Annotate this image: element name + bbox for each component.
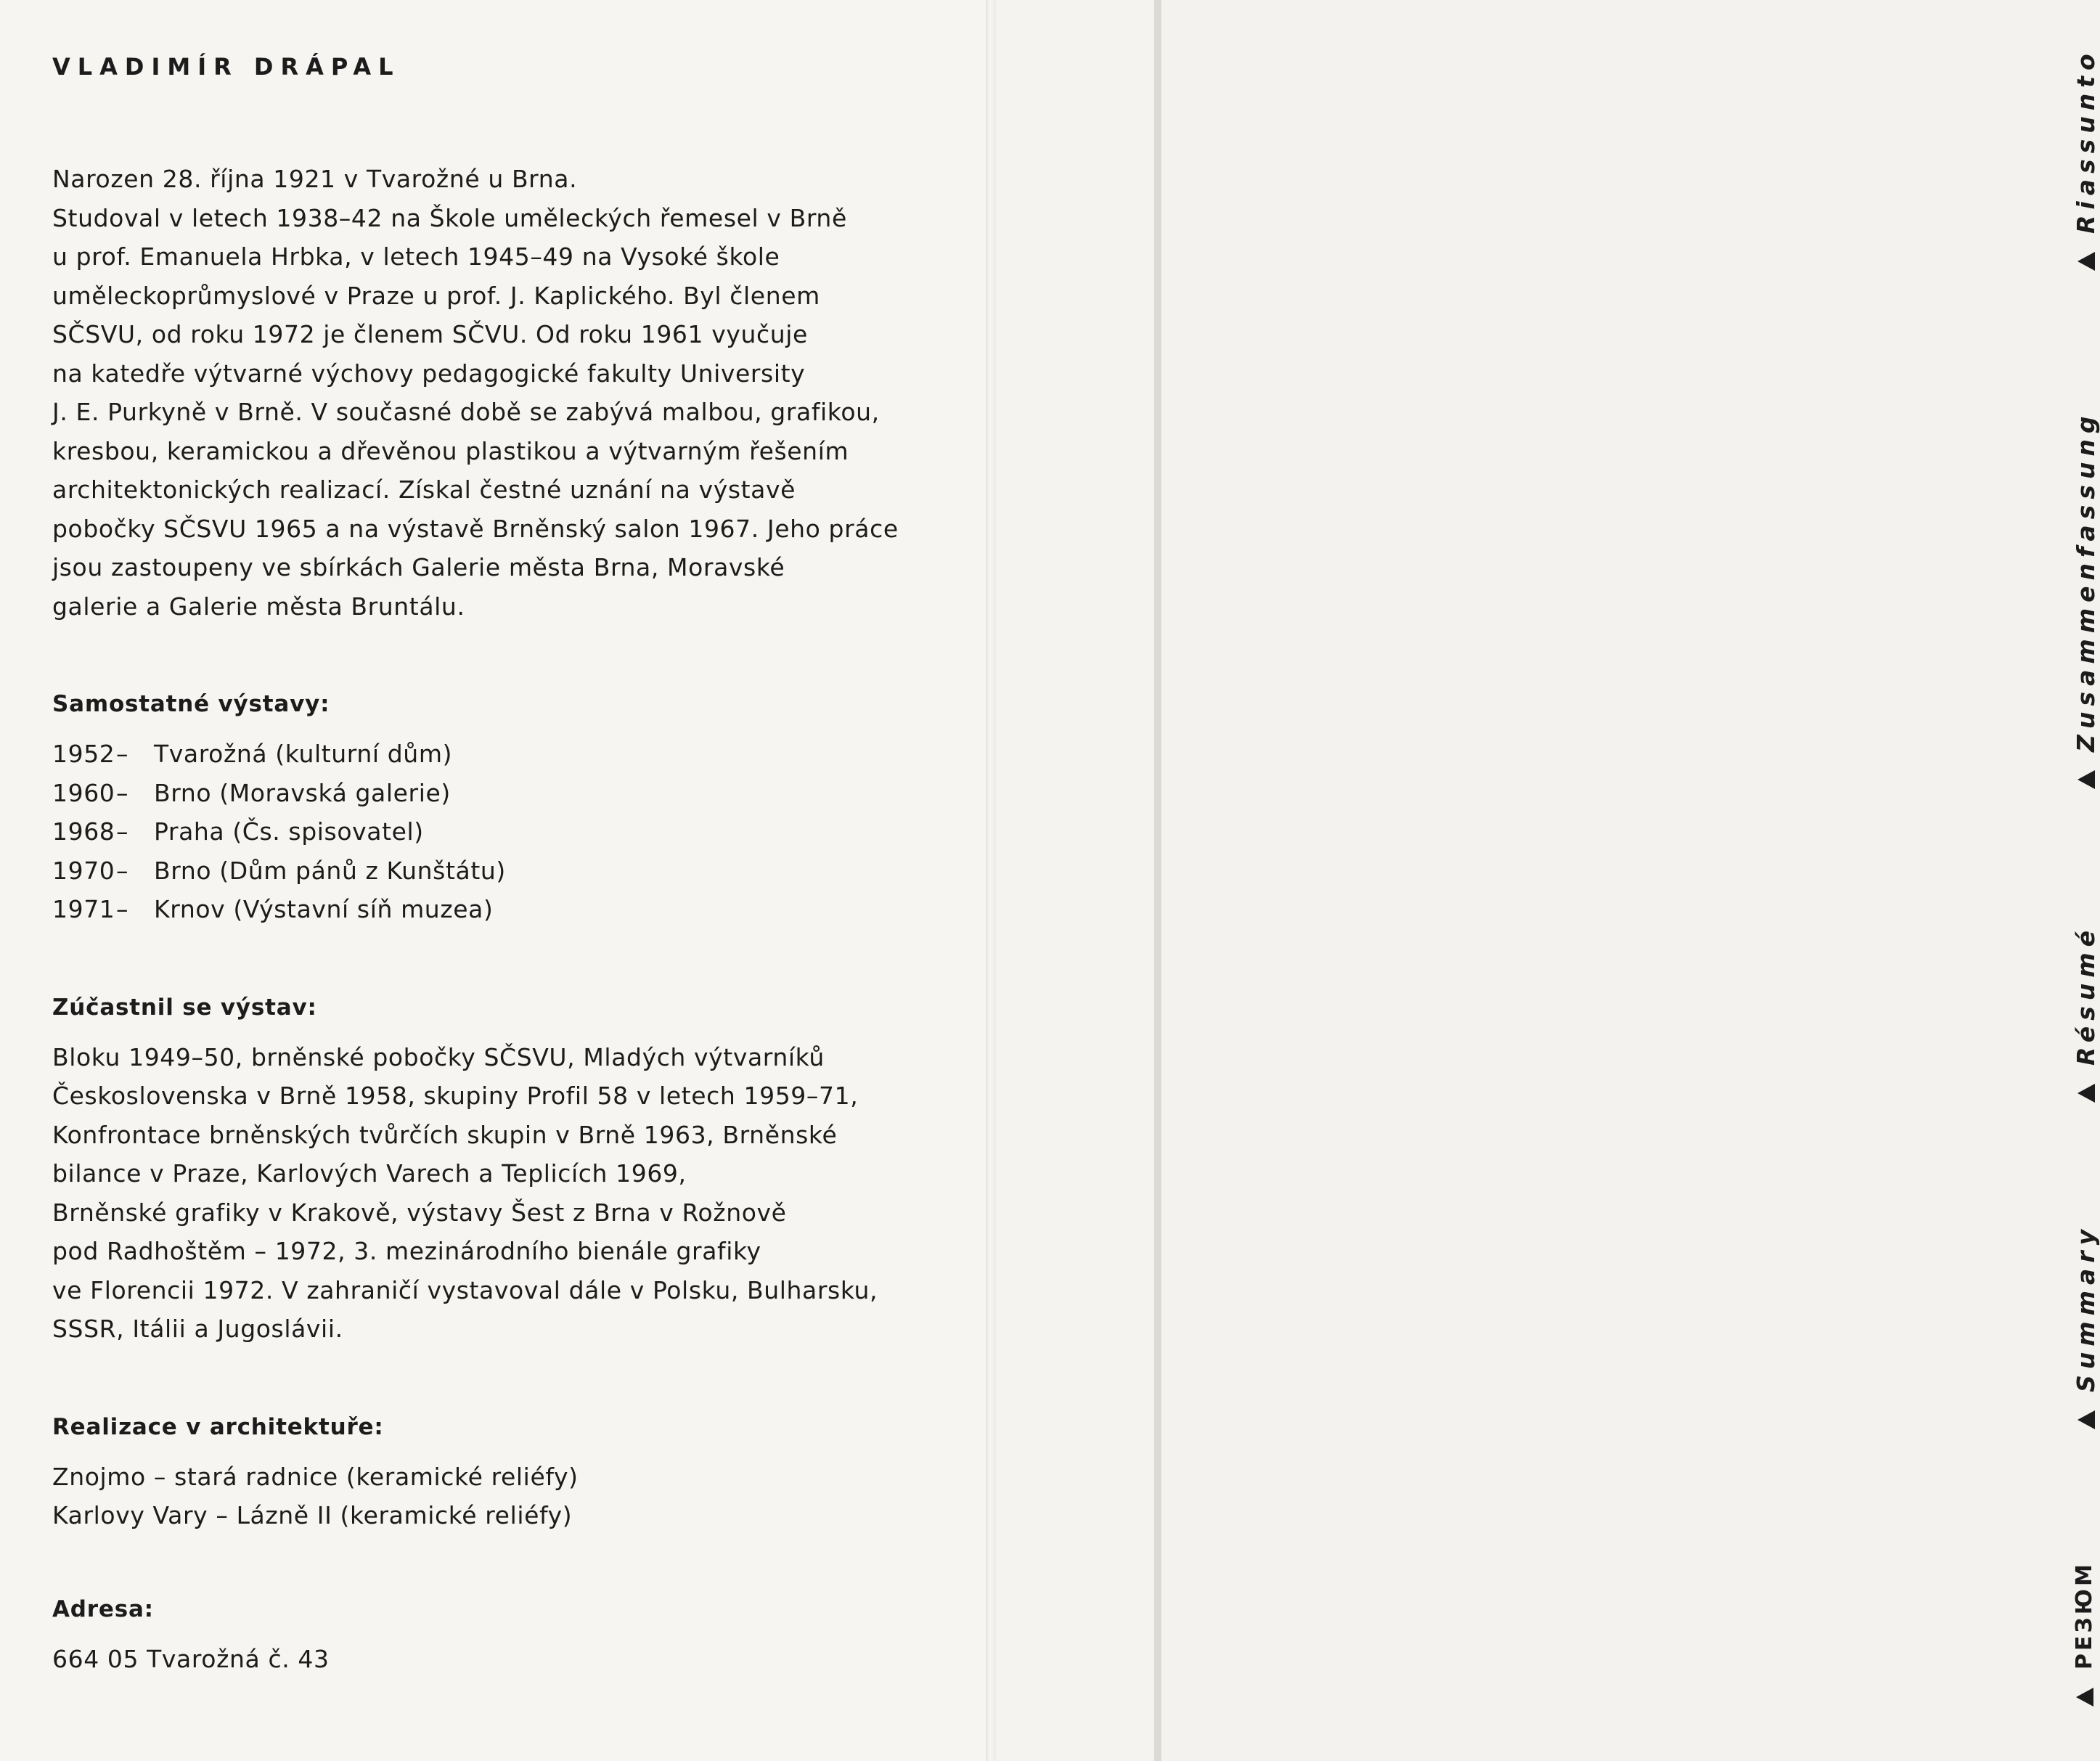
group-line: ve Florencii 1972. V zahraničí vystavoval dále v Polsku, Bulharsku, xyxy=(52,1275,878,1304)
group-line: Konfrontace brněnských tvůrčích skupin v Brně 1963, Brněnské xyxy=(52,1120,838,1149)
tab-rezyum[interactable] xyxy=(2072,1561,2097,1706)
group-line: Brněnské grafiky v Krakově, výstavy Šest z Brna v Rožnově xyxy=(52,1198,787,1227)
exhibition-dash: – xyxy=(116,740,129,768)
exhibition-place: Tvarožná (kulturní dům) xyxy=(154,740,453,768)
solo-exhibitions-heading: Samostatné výstavy: xyxy=(52,691,330,717)
exhibition-dash: – xyxy=(116,895,129,923)
list-item xyxy=(52,890,952,929)
list-item xyxy=(52,851,952,891)
list-item: Znojmo – stará radnice (keramické reliéfy) xyxy=(52,1462,579,1491)
document-content xyxy=(52,52,952,1678)
author-name: VLADIMÍR DRÁPAL xyxy=(52,53,401,81)
exhibition-dash: – xyxy=(116,817,129,846)
exhibition-dash: – xyxy=(116,856,129,885)
bio-line: pobočky SČSVU 1965 a na výstavě Brněnský salon 1967. Jeho práce xyxy=(52,514,899,543)
bio-line: Studoval v letech 1938–42 na Škole uměleckých řemesel v Brně xyxy=(52,203,847,232)
exhibition-year: 1970 xyxy=(52,856,115,885)
exhibition-year: 1952 xyxy=(52,740,115,768)
bio-line: u prof. Emanuela Hrbka, v letech 1945–49 na Vysoké škole xyxy=(52,242,780,271)
list-item xyxy=(52,774,952,813)
bio-line: SČSVU, od roku 1972 je členem SČVU. Od roku 1961 vyučuje xyxy=(52,320,808,348)
bio-line: jsou zastoupeny ve sbírkách Galerie města Brna, Moravské xyxy=(52,553,785,581)
architecture-heading: Realizace v architektuře: xyxy=(52,1413,384,1440)
exhibition-place: Krnov (Výstavní síň muzea) xyxy=(154,895,494,923)
exhibition-place: Brno (Moravská galerie) xyxy=(154,778,451,807)
triangle-marker-icon xyxy=(2077,1410,2095,1429)
document-page xyxy=(0,0,987,1761)
tab-label: Zusammenfassung xyxy=(2072,410,2100,752)
group-line: bilance v Praze, Karlových Varech a Teplicích 1969, xyxy=(52,1159,687,1188)
address-heading: Adresa: xyxy=(52,1595,154,1622)
group-line: Československa v Brně 1958, skupiny Profil 58 v letech 1959–71, xyxy=(52,1082,859,1110)
bio-line: J. E. Purkyně v Brně. V současné době se zabývá malbou, grafikou, xyxy=(52,398,880,426)
triangle-marker-icon xyxy=(2076,1688,2093,1707)
list-item xyxy=(52,735,952,774)
group-exhibitions-heading: Zúčastnil se výstav: xyxy=(52,994,317,1021)
exhibition-year: 1960 xyxy=(52,778,115,807)
bio-line: architektonických realizací. Získal čestné uznání na výstavě xyxy=(52,475,796,504)
bio-line: galerie a Galerie města Bruntálu. xyxy=(52,592,465,621)
tab-label: РЕЗЮМ xyxy=(2072,1561,2097,1670)
page-fold xyxy=(986,0,996,1761)
solo-exhibitions-list xyxy=(52,735,952,929)
exhibition-place: Praha (Čs. spisovatel) xyxy=(154,817,424,846)
tab-riassunto[interactable] xyxy=(2072,48,2100,270)
tab-zusammenfassung[interactable] xyxy=(2072,411,2100,789)
list-item: Karlovy Vary – Lázně II (keramické reliéfy) xyxy=(52,1501,573,1529)
group-line: SSSR, Itálii a Jugoslávii. xyxy=(52,1315,343,1343)
triangle-marker-icon xyxy=(2077,252,2095,271)
exhibition-year: 1971 xyxy=(52,895,115,923)
page-edge xyxy=(1154,0,1161,1761)
exhibition-dash: – xyxy=(116,778,129,807)
exhibition-year: 1968 xyxy=(52,817,115,846)
architecture-list xyxy=(52,1458,952,1535)
exhibition-place: Brno (Dům pánů z Kunštátu) xyxy=(154,856,506,885)
tab-resume[interactable] xyxy=(2072,925,2100,1102)
list-item xyxy=(52,812,952,851)
tab-label: Résumé xyxy=(2072,924,2100,1066)
triangle-marker-icon xyxy=(2077,770,2095,789)
tab-label: Riassunto xyxy=(2072,48,2100,234)
bio-line: uměleckoprůmyslové v Praze u prof. J. Kaplického. Byl členem xyxy=(52,281,820,310)
group-exhibitions-text xyxy=(52,1038,952,1349)
address-value: 664 05 Tvarožná č. 43 xyxy=(52,1644,330,1673)
language-tab-strip xyxy=(996,0,2100,1761)
tab-label: Summary xyxy=(2072,1223,2100,1392)
bio-line: Narozen 28. října 1921 v Tvarožné u Brna. xyxy=(52,165,578,193)
tab-summary[interactable] xyxy=(2072,1224,2100,1429)
biography xyxy=(52,160,952,626)
bio-line: kresbou, keramickou a dřevěnou plastikou a výtvarným řešením xyxy=(52,436,849,465)
group-line: pod Radhoštěm – 1972, 3. mezinárodního bienále grafiky xyxy=(52,1237,761,1265)
bio-line: na katedře výtvarné výchovy pedagogické fakulty University xyxy=(52,359,806,388)
group-line: Bloku 1949–50, brněnské pobočky SČSVU, Mladých výtvarníků xyxy=(52,1042,825,1071)
triangle-marker-icon xyxy=(2077,1084,2095,1103)
